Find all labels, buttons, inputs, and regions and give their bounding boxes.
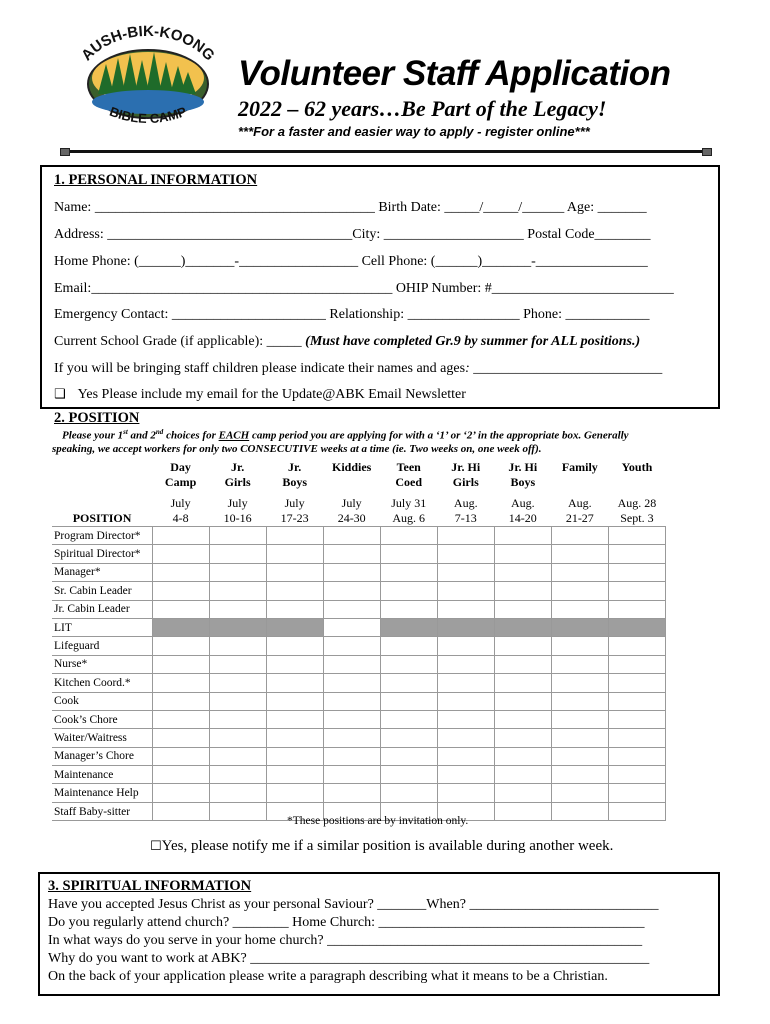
choice-cell[interactable] — [380, 563, 437, 581]
position-label: Spiritual Director* — [52, 545, 152, 563]
choice-cell[interactable] — [266, 766, 323, 784]
address-field[interactable]: Address: ___________________________________City: ____________________ Postal Code________ — [54, 227, 651, 242]
saviour-question-field[interactable]: Have you accepted Jesus Christ as your personal Saviour? _______When? ___________________________ — [48, 897, 659, 912]
choice-cell[interactable] — [152, 710, 209, 728]
choice-cell[interactable] — [608, 747, 665, 765]
table-row — [52, 784, 666, 802]
camp-dates-header: Aug. 7-13 — [453, 496, 478, 525]
choice-cell[interactable] — [551, 766, 608, 784]
choice-cell[interactable] — [380, 637, 437, 655]
choice-cell[interactable] — [437, 729, 494, 747]
email-field[interactable]: Email:___________________________________________ OHIP Number: #__________________________ — [54, 281, 674, 296]
logo-top-text: AUSH-BIK-KOONG — [78, 24, 218, 65]
camp-name-header: Youth — [621, 460, 653, 474]
table-row — [52, 674, 666, 692]
camp-dates-header: July 24-30 — [337, 496, 366, 525]
church-service-field[interactable]: In what ways do you serve in your home church? _____________________________________________ — [48, 933, 643, 948]
camp-name-header: Kiddies — [332, 460, 372, 474]
position-instructions-line1: Please your 1st and 2nd choices for EACH camp period you are applying for with a ‘1’ or ‘2’ in the appropriate box. Generally — [62, 428, 629, 442]
choice-cell[interactable] — [323, 618, 380, 636]
table-row — [52, 637, 666, 655]
choice-cell[interactable] — [323, 637, 380, 655]
choice-cell[interactable] — [437, 527, 494, 545]
camp-logo-graphic — [68, 24, 228, 134]
choice-cell[interactable] — [380, 692, 437, 710]
choice-cell[interactable] — [152, 582, 209, 600]
choice-cell[interactable] — [551, 710, 608, 728]
choice-cell[interactable] — [608, 618, 665, 636]
choice-cell[interactable] — [494, 766, 551, 784]
camp-dates-header: July 17-23 — [280, 496, 309, 525]
camp-name-header: Day Camp — [164, 460, 197, 489]
position-label: Kitchen Coord.* — [52, 674, 152, 692]
choice-cell[interactable] — [323, 563, 380, 581]
position-label: Manager’s Chore — [52, 747, 152, 765]
choice-cell[interactable] — [437, 766, 494, 784]
table-row — [52, 618, 666, 636]
choice-cell[interactable] — [380, 747, 437, 765]
choice-cell[interactable] — [494, 784, 551, 802]
camp-dates-header: July 31 Aug. 6 — [391, 496, 427, 525]
choice-cell[interactable] — [380, 729, 437, 747]
choice-cell[interactable] — [209, 802, 266, 820]
choice-cell[interactable] — [494, 729, 551, 747]
choice-cell[interactable] — [323, 729, 380, 747]
choice-cell[interactable] — [152, 655, 209, 673]
position-label: Maintenance — [52, 766, 152, 784]
choice-cell[interactable] — [209, 747, 266, 765]
notify-checkbox[interactable]: ☐ — [150, 839, 162, 854]
choice-cell[interactable] — [437, 692, 494, 710]
choice-cell[interactable] — [608, 655, 665, 673]
choice-cell[interactable] — [494, 618, 551, 636]
choice-cell[interactable] — [437, 582, 494, 600]
choice-cell[interactable] — [209, 600, 266, 618]
choice-cell[interactable] — [152, 692, 209, 710]
position-label: Waiter/Waitress — [52, 729, 152, 747]
choice-cell[interactable] — [380, 784, 437, 802]
position-choice-table — [52, 460, 666, 821]
table-row — [52, 692, 666, 710]
position-label: Lifeguard — [52, 637, 152, 655]
choice-cell[interactable] — [437, 545, 494, 563]
position-instructions-line2: speaking, we accept workers for only two CONSECUTIVE weeks at a time (ie. Two weeks on, one week off). — [52, 443, 542, 455]
position-label: Staff Baby-sitter — [52, 802, 152, 820]
table-row — [52, 563, 666, 581]
choice-cell[interactable] — [323, 582, 380, 600]
choice-cell[interactable] — [494, 710, 551, 728]
spiritual-information-heading: 3. SPIRITUAL INFORMATION — [48, 878, 252, 894]
camp-name-header: Jr. Girls — [224, 460, 251, 489]
choice-cell[interactable] — [608, 802, 665, 820]
choice-cell[interactable] — [152, 545, 209, 563]
invitation-footnote: *These positions are by invitation only. — [287, 815, 469, 827]
camp-logo — [68, 24, 228, 134]
choice-cell[interactable] — [494, 747, 551, 765]
notify-option[interactable] — [150, 838, 613, 855]
newsletter-option[interactable] — [54, 387, 466, 403]
page-title: Volunteer Staff Application — [238, 54, 671, 93]
choice-cell[interactable] — [266, 692, 323, 710]
position-label: LIT — [52, 618, 152, 636]
choice-cell[interactable] — [209, 637, 266, 655]
position-label: Manager* — [52, 563, 152, 581]
choice-cell[interactable] — [266, 674, 323, 692]
choice-cell[interactable] — [551, 637, 608, 655]
choice-cell[interactable] — [209, 527, 266, 545]
choice-cell[interactable] — [266, 637, 323, 655]
choice-cell[interactable] — [380, 618, 437, 636]
camp-dates-header: July 4-8 — [170, 496, 191, 525]
grade-requirement-note: (Must have completed Gr.9 by summer for ALL positions.) — [305, 334, 641, 349]
choice-cell[interactable] — [209, 674, 266, 692]
camp-dates-header: Aug. 14-20 — [508, 496, 537, 525]
position-label: Cook — [52, 692, 152, 710]
choice-cell[interactable] — [323, 784, 380, 802]
choice-cell[interactable] — [608, 784, 665, 802]
choice-cell[interactable] — [608, 710, 665, 728]
divider-left-knob — [60, 148, 70, 156]
choice-cell[interactable] — [380, 674, 437, 692]
church-attendance-field[interactable]: Do you regularly attend church? ________ Home Church: ______________________________________ — [48, 915, 645, 930]
choice-cell[interactable] — [323, 747, 380, 765]
choice-cell[interactable] — [437, 710, 494, 728]
register-online-note: ***For a faster and easier way to apply - register online*** — [238, 124, 590, 139]
choice-cell[interactable] — [152, 618, 209, 636]
camp-name-header: Jr. Hi Girls — [451, 460, 481, 489]
position-label: Sr. Cabin Leader — [52, 582, 152, 600]
choice-cell[interactable] — [494, 563, 551, 581]
choice-cell[interactable] — [380, 655, 437, 673]
choice-cell[interactable] — [494, 527, 551, 545]
choice-cell[interactable] — [266, 563, 323, 581]
choice-cell[interactable] — [266, 582, 323, 600]
newsletter-checkbox[interactable]: ❑ — [54, 387, 66, 402]
choice-cell[interactable] — [380, 710, 437, 728]
choice-cell[interactable] — [152, 563, 209, 581]
choice-cell[interactable] — [209, 582, 266, 600]
camp-dates-header: Aug. 28 Sept. 3 — [617, 496, 657, 525]
choice-cell[interactable] — [380, 600, 437, 618]
choice-cell[interactable] — [608, 637, 665, 655]
choice-cell[interactable] — [380, 527, 437, 545]
choice-cell[interactable] — [152, 802, 209, 820]
choice-cell[interactable] — [551, 545, 608, 563]
choice-cell[interactable] — [209, 766, 266, 784]
choice-cell[interactable] — [437, 655, 494, 673]
choice-cell[interactable] — [551, 527, 608, 545]
choice-cell[interactable] — [494, 637, 551, 655]
choice-cell[interactable] — [551, 747, 608, 765]
position-label: Maintenance Help — [52, 784, 152, 802]
choice-cell[interactable] — [551, 802, 608, 820]
school-grade-label: Current School Grade (if applicable): _____ — [54, 334, 306, 349]
choice-cell[interactable] — [266, 618, 323, 636]
choice-cell[interactable] — [266, 600, 323, 618]
choice-cell[interactable] — [608, 582, 665, 600]
choice-cell[interactable] — [209, 545, 266, 563]
choice-cell[interactable] — [494, 600, 551, 618]
table-row — [52, 766, 666, 784]
position-column-header: POSITION — [72, 511, 132, 525]
choice-cell[interactable] — [494, 582, 551, 600]
choice-cell[interactable] — [152, 766, 209, 784]
choice-cell[interactable] — [437, 637, 494, 655]
choice-cell[interactable] — [608, 729, 665, 747]
choice-cell[interactable] — [608, 527, 665, 545]
choice-cell[interactable] — [209, 692, 266, 710]
choice-cell[interactable] — [608, 545, 665, 563]
choice-cell[interactable] — [323, 710, 380, 728]
choice-cell[interactable] — [266, 545, 323, 563]
newsletter-label: Yes Please include my email for the Update@ABK Email Newsletter — [77, 387, 466, 402]
choice-cell[interactable] — [551, 563, 608, 581]
choice-cell[interactable] — [494, 545, 551, 563]
staff-children-field[interactable]: If you will be bringing staff children please indicate their names and ages: ___________________________ — [54, 361, 663, 376]
staff-children-label: If you will be bringing staff children please indicate their names and ages — [54, 361, 466, 376]
choice-cell[interactable] — [437, 618, 494, 636]
choice-cell[interactable] — [437, 563, 494, 581]
school-grade-field[interactable] — [54, 334, 640, 350]
choice-cell[interactable] — [608, 692, 665, 710]
name-field[interactable]: Name: ________________________________________ Birth Date: _____/_____/______ Age: _______ — [54, 200, 647, 215]
choice-cell[interactable] — [323, 545, 380, 563]
choice-cell[interactable] — [551, 655, 608, 673]
table-row — [52, 582, 666, 600]
choice-cell[interactable] — [323, 692, 380, 710]
choice-cell[interactable] — [209, 618, 266, 636]
choice-cell[interactable] — [551, 600, 608, 618]
choice-cell[interactable] — [494, 674, 551, 692]
choice-cell[interactable] — [608, 766, 665, 784]
choice-cell[interactable] — [494, 655, 551, 673]
choice-cell[interactable] — [266, 784, 323, 802]
position-label: Cook’s Chore — [52, 710, 152, 728]
choice-cell[interactable] — [152, 637, 209, 655]
personal-information-heading: 1. PERSONAL INFORMATION — [54, 172, 258, 188]
phone-field[interactable]: Home Phone: (______)_______-_________________ Cell Phone: (______)_______-________________ — [54, 254, 648, 269]
choice-cell[interactable] — [380, 545, 437, 563]
choice-cell[interactable] — [608, 563, 665, 581]
choice-cell[interactable] — [323, 655, 380, 673]
position-heading: 2. POSITION — [54, 410, 140, 426]
choice-cell[interactable] — [152, 674, 209, 692]
choice-cell[interactable] — [209, 563, 266, 581]
choice-cell[interactable] — [266, 747, 323, 765]
choice-cell[interactable] — [209, 784, 266, 802]
choice-cell[interactable] — [551, 674, 608, 692]
camp-name-header: Teen Coed — [395, 460, 423, 489]
table-row — [52, 747, 666, 765]
position-label: Jr. Cabin Leader — [52, 600, 152, 618]
choice-cell[interactable] — [266, 655, 323, 673]
camp-name-header: Jr. Hi Boys — [508, 460, 538, 489]
choice-cell[interactable] — [266, 710, 323, 728]
emergency-contact-field[interactable]: Emergency Contact: ______________________ Relationship: ________________ Phone: ____________ — [54, 307, 650, 322]
choice-cell[interactable] — [152, 600, 209, 618]
why-work-field[interactable]: Why do you want to work at ABK? _________________________________________________________ — [48, 951, 650, 966]
position-label: Program Director* — [52, 527, 152, 545]
choice-cell[interactable] — [494, 802, 551, 820]
choice-cell[interactable] — [266, 527, 323, 545]
choice-cell[interactable] — [323, 600, 380, 618]
choice-cell[interactable] — [323, 527, 380, 545]
table-row — [52, 710, 666, 728]
choice-cell[interactable] — [551, 784, 608, 802]
choice-cell[interactable] — [437, 674, 494, 692]
choice-cell[interactable] — [152, 747, 209, 765]
choice-cell[interactable] — [323, 674, 380, 692]
choice-cell[interactable] — [437, 747, 494, 765]
table-row — [52, 545, 666, 563]
table-row — [52, 729, 666, 747]
choice-cell[interactable] — [608, 600, 665, 618]
page-subtitle: 2022 – 62 years…Be Part of the Legacy! — [238, 96, 607, 121]
choice-cell[interactable] — [323, 766, 380, 784]
choice-cell[interactable] — [209, 710, 266, 728]
choice-cell[interactable] — [266, 729, 323, 747]
choice-cell[interactable] — [152, 729, 209, 747]
choice-cell[interactable] — [551, 692, 608, 710]
camp-name-header: Jr. Boys — [282, 460, 307, 489]
christian-paragraph-instruction: On the back of your application please write a paragraph describing what it means to be a Christian. — [48, 969, 608, 984]
choice-cell[interactable] — [209, 655, 266, 673]
table-row — [52, 527, 666, 545]
camp-dates-header: July 10-16 — [223, 496, 252, 525]
header-divider — [60, 148, 712, 154]
choice-cell[interactable] — [437, 600, 494, 618]
notify-label: Yes, please notify me if a similar position is available during another week. — [161, 838, 614, 854]
camp-dates-header: Aug. 21-27 — [565, 496, 594, 525]
choice-cell[interactable] — [551, 582, 608, 600]
choice-cell[interactable] — [209, 729, 266, 747]
camp-name-header: Family — [561, 460, 598, 474]
choice-cell[interactable] — [608, 674, 665, 692]
choice-cell[interactable] — [152, 784, 209, 802]
choice-cell[interactable] — [152, 527, 209, 545]
choice-cell[interactable] — [380, 766, 437, 784]
choice-cell[interactable] — [380, 582, 437, 600]
position-label: Nurse* — [52, 655, 152, 673]
choice-cell[interactable] — [494, 692, 551, 710]
logo-bottom-text: BIBLE CAMP — [107, 103, 189, 127]
choice-cell[interactable] — [437, 784, 494, 802]
choice-cell[interactable] — [551, 729, 608, 747]
choice-cell[interactable] — [551, 618, 608, 636]
table-row — [52, 600, 666, 618]
table-row — [52, 655, 666, 673]
divider-right-knob — [702, 148, 712, 156]
